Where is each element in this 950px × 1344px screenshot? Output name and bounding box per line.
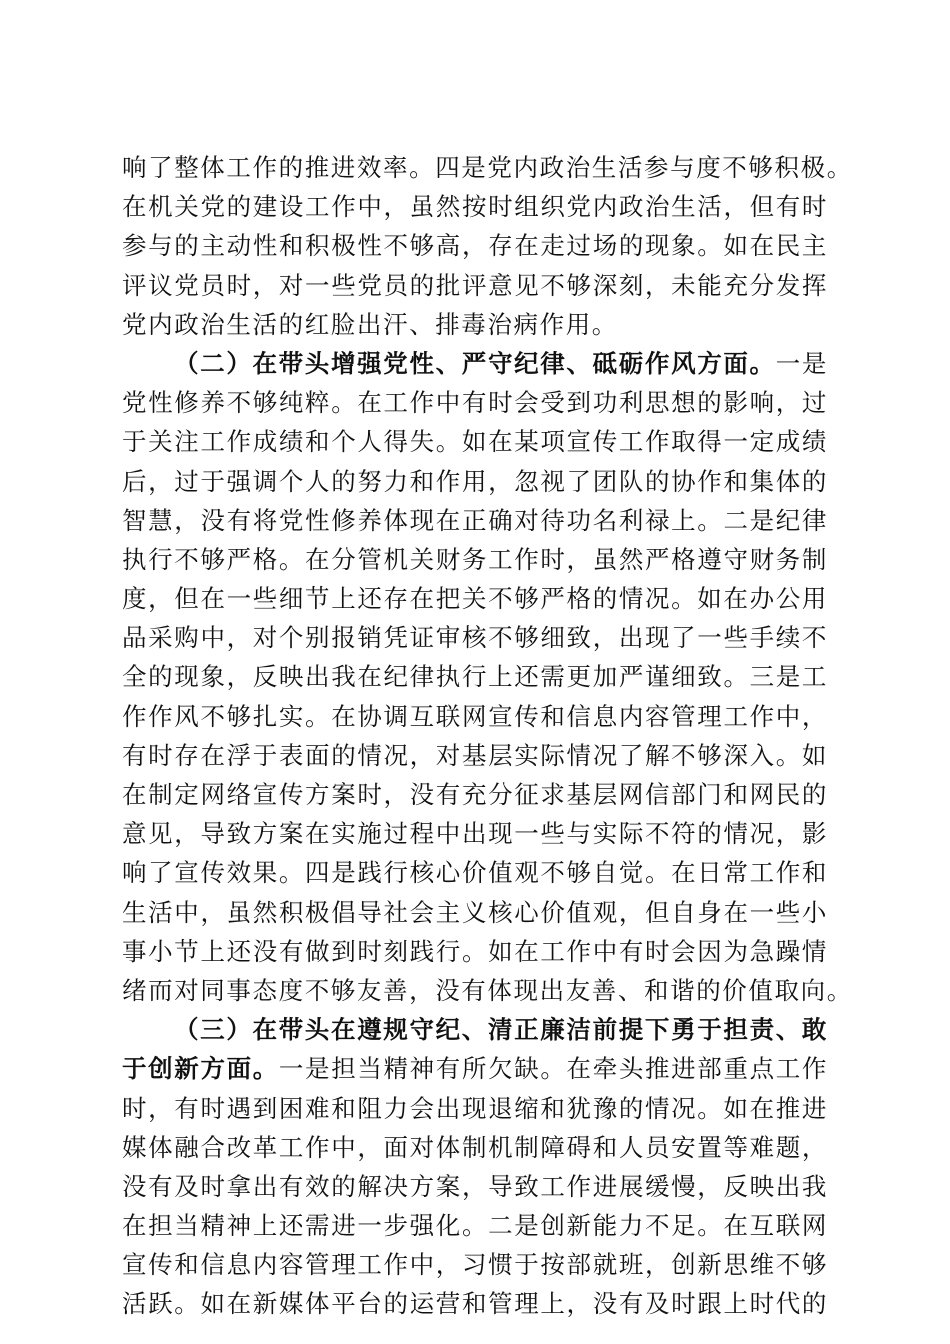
body-text: 生活中，虽然积极倡导社会主义核心价值观，但自身在一些小 [122,897,828,927]
body-text: 执行不够严格。在分管机关财务工作时，虽然严格遵守财务制 [122,544,828,574]
body-text: 宣传和信息内容管理工作中，习惯于按部就班，创新思维不够 [122,1250,828,1280]
body-text: 在机关党的建设工作中，虽然按时组织党内政治生活，但有时 [122,192,828,222]
body-text: 度，但在一些细节上还存在把关不够严格的情况。如在办公用 [122,584,828,614]
text-line [122,853,828,892]
body-text: 品采购中，对个别报销凭证审核不够细致，出现了一些手续不 [122,623,828,653]
body-text: 有时存在浮于表面的情况，对基层实际情况了解不够深入。如 [122,740,828,770]
text-line [122,1284,828,1323]
text-line [122,344,828,383]
heading-text: （二）在带头增强党性、严守纪律、砥砺作风方面。 [174,348,776,378]
body-text: 响了整体工作的推进效率。四是党内政治生活参与度不够积极。 [122,153,853,182]
document-page [122,148,853,1324]
text-line [122,540,828,579]
text-line [122,383,828,422]
body-text: 于关注工作成绩和个人得失。如在某项宣传工作取得一定成绩 [122,427,828,457]
body-text: 绪而对同事态度不够友善，没有体现出友善、和谐的价值取向。 [122,975,853,1005]
text-line [122,1089,828,1128]
text-line [122,1010,828,1049]
body-text: 后，过于强调个人的努力和作用，忽视了团队的协作和集体的 [122,466,828,496]
body-text: 没有及时拿出有效的解决方案，导致工作进展缓慢，反映出我 [122,1171,828,1201]
body-text: 一是 [775,348,828,378]
text-line [122,1206,828,1245]
body-text: 党内政治生活的红脸出汗、排毒治病作用。 [122,309,618,339]
text-line [122,971,853,1010]
text-line [122,266,828,305]
text-line [122,187,828,226]
body-text: 活跃。如在新媒体平台的运营和管理上，没有及时跟上时代的 [122,1289,828,1319]
text-line [122,148,853,187]
text-line [122,501,828,540]
body-text: 媒体融合改革工作中，面对体制机制障碍和人员安置等难题， [122,1132,828,1162]
text-line [122,775,828,814]
text-line [122,1167,828,1206]
text-line [122,422,828,461]
body-text: 意见，导致方案在实施过程中出现一些与实际不符的情况，影 [122,819,828,849]
body-text: 在制定网络宣传方案时，没有充分征求基层网信部门和网民的 [122,780,828,809]
text-line [122,932,828,971]
text-line [122,736,828,775]
text-line [122,1128,828,1167]
body-text: 作作风不够扎实。在协调互联网宣传和信息内容管理工作中， [122,701,828,731]
body-text: 参与的主动性和积极性不够高，存在走过场的现象。如在民主 [122,231,828,261]
text-line [122,305,828,344]
body-text: 时，有时遇到困难和阻力会出现退缩和犹豫的情况。如在推进 [122,1093,828,1123]
body-text: 评议党员时，对一些党员的批评意见不够深刻，未能充分发挥 [122,270,828,300]
text-line [122,697,828,736]
text-line [122,226,828,265]
text-line [122,462,828,501]
heading-text: （三）在带头在遵规守纪、清正廉洁前提下勇于担责、敢 [174,1015,828,1045]
body-text: 事小节上还没有做到时刻践行。如在工作中有时会因为急躁情 [122,936,828,966]
body-text: 响了宣传效果。四是践行核心价值观不够自觉。在日常工作和 [122,858,828,888]
text-line [122,893,828,932]
body-text: 在担当精神上还需进一步强化。二是创新能力不足。在互联网 [122,1211,828,1241]
text-line [122,657,828,696]
body-text: 党性修养不够纯粹。在工作中有时会受到功利思想的影响，过 [122,388,828,418]
body-text: 全的现象，反映出我在纪律执行上还需更加严谨细致。三是工 [122,662,828,692]
body-text: 智慧，没有将党性修养体现在正确对待功名利禄上。二是纪律 [122,505,828,535]
text-line [122,618,828,657]
body-text: 一是担当精神有所欠缺。在牵头推进部重点工作 [278,1054,828,1084]
text-line [122,814,828,853]
text-line [122,1245,828,1284]
text-line [122,1049,828,1088]
heading-text: 于创新方面。 [122,1054,279,1084]
text-line [122,579,828,618]
